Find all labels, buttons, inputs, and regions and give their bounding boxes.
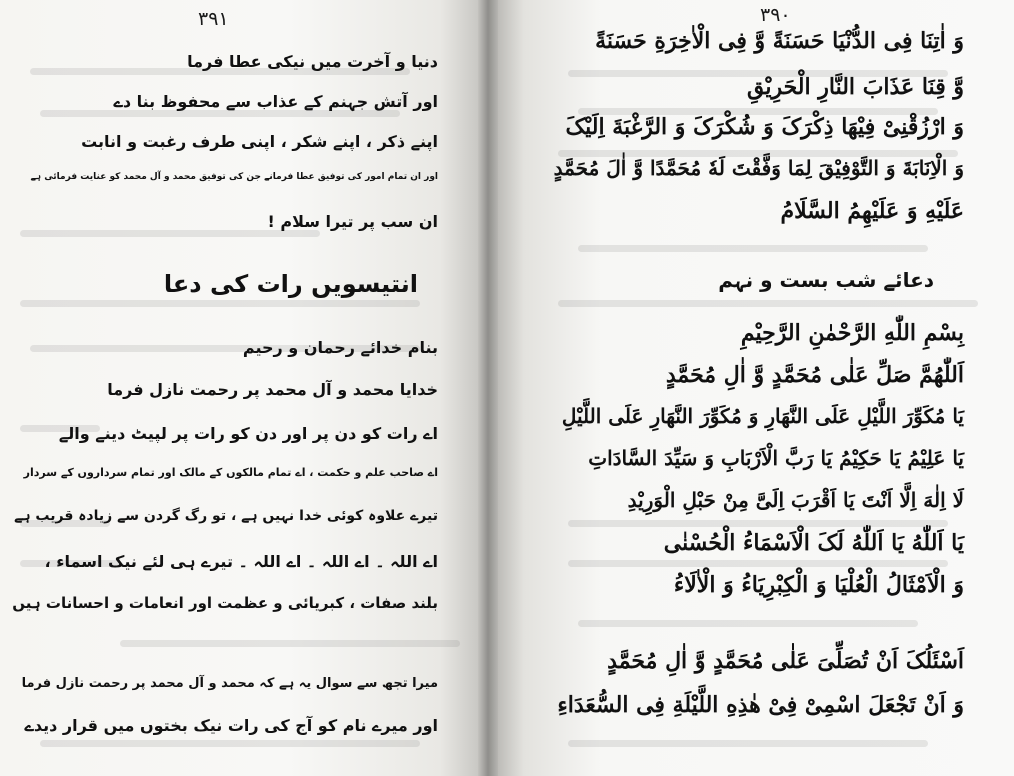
page-number: ۳۹۰ xyxy=(760,4,791,26)
bleed-through-text xyxy=(558,300,978,307)
arabic-line: لَا اِلٰهَ اِلَّا اَنْتَ یَا اَقْرَبَ اِلَیَّ مِنْ حَبْلِ الْوَرِیْدِ xyxy=(627,488,964,512)
page-number: ۳۹۱ xyxy=(198,8,229,30)
left-page xyxy=(0,0,478,776)
arabic-line: یَا عَلِیْمُ یَا حَکِیْمُ یَا رَبَّ الْاَرْبَابِ وَ سَیِّدَ السَّادَاتِ xyxy=(588,446,964,470)
bleed-through-text xyxy=(120,640,460,647)
text-line: اور آتش جہنم کے عذاب سے محفوظ بنا دے xyxy=(113,92,438,111)
bleed-through-text xyxy=(568,740,928,747)
bleed-through-text xyxy=(568,560,948,567)
bleed-through-text xyxy=(40,110,400,117)
text-line: تیرے علاوہ کوئی خدا نہیں ہے ، تو رگ گردن سے زیادہ قریب ہے xyxy=(14,508,438,524)
arabic-line: وَ الْاَمْثَالُ الْعُلْیَا وَ الْکِبْرِیَاءُ وَ الْاٰلَاءُ xyxy=(673,572,964,598)
arabic-line: وَ ارْزُقْنِیْ فِیْهَا ذِکْرَکَ وَ شُکْرَکَ وَ الرَّغْبَةَ اِلَیْکَ xyxy=(565,114,964,140)
arabic-line: وَ اٰتِنَا فِی الدُّنْیَا حَسَنَةً وَّ فِی الْاٰخِرَةِ حَسَنَةً xyxy=(595,28,964,54)
book-gutter xyxy=(478,0,498,776)
arabic-line: یَا مُکَوِّرَ اللَّیْلِ عَلَی النَّهَارِ وَ مُکَوِّرَ النَّهَارِ عَلَی اللَّیْلِ xyxy=(561,404,964,428)
text-line: دنیا و آخرت میں نیکی عطا فرما xyxy=(187,52,438,71)
arabic-line: وَّ قِنَا عَذَابَ النَّارِ الْحَرِیْقِ xyxy=(746,74,964,100)
text-line: اے صاحب علم و حکمت ، اے تمام مالکوں کے مالک اور تمام سرداروں کے سردار xyxy=(23,466,438,479)
text-line: بنام خدائے رحمان و رحیم xyxy=(242,338,438,357)
text-line: میرا تجھ سے سوال یہ ہے کہ محمد و آل محمد پر رحمت نازل فرما xyxy=(21,676,438,691)
arabic-line: اَللّٰهُمَّ صَلِّ عَلٰی مُحَمَّدٍ وَّ اٰلِ مُحَمَّدٍ xyxy=(665,362,964,388)
bleed-through-text xyxy=(40,740,420,747)
section-heading: انتیسویں رات کی دعا xyxy=(163,270,418,298)
section-heading: دعائے شب بست و نہم xyxy=(718,268,934,292)
text-line: اپنے ذکر ، اپنے شکر ، اپنی طرف رغبت و انابت xyxy=(81,132,438,151)
bleed-through-text xyxy=(20,300,420,307)
arabic-line: یَا اَللّٰهُ یَا اَللّٰهُ لَکَ الْاَسْمَاءُ الْحُسْنٰی xyxy=(663,530,964,556)
arabic-line: وَ الْاِنَابَةَ وَ التَّوْفِیْقَ لِمَا وَفَّقْتَ لَهٗ مُحَمَّدًا وَّ اٰلَ مُحَمَّدٍ xyxy=(553,156,964,180)
right-page xyxy=(498,0,1014,776)
arabic-line: وَ اَنْ تَجْعَلَ اسْمِیْ فِیْ هٰذِهِ اللَّیْلَةِ فِی السُّعَدَاءِ xyxy=(557,692,964,718)
text-line: اور ان تمام امور کی توفیق عطا فرمانے جن کی توفیق محمد و آل محمد کو عنایت فرمائی ہے xyxy=(30,172,438,182)
text-line: بلند صفات ، کبریائی و عظمت اور انعامات و احسانات ہیں xyxy=(12,594,438,612)
text-line: اور میرے نام کو آج کی رات نیک بختوں میں قرار دیدے xyxy=(24,716,438,735)
arabic-line: بِسْمِ اللّٰهِ الرَّحْمٰنِ الرَّحِیْمِ xyxy=(740,320,964,346)
arabic-line: اَسْئَلُکَ اَنْ تُصَلِّیَ عَلٰی مُحَمَّدٍ وَّ اٰلِ مُحَمَّدٍ xyxy=(607,648,964,674)
bleed-through-text xyxy=(568,520,948,527)
bleed-through-text xyxy=(578,245,928,252)
text-line: ان سب پر تیرا سلام ! xyxy=(267,212,438,231)
text-line: خدایا محمد و آل محمد پر رحمت نازل فرما xyxy=(107,380,438,399)
text-line: اے اللہ ۔ اے اللہ ۔ اے اللہ ۔ تیرے ہی لئے نیک اسماء ، xyxy=(44,552,438,571)
bleed-through-text xyxy=(20,230,320,237)
text-line: اے رات کو دن پر اور دن کو رات پر لپیٹ دینے والے xyxy=(58,424,438,443)
arabic-line: عَلَیْهِ وَ عَلَیْهِمُ السَّلَامُ xyxy=(780,198,964,224)
bleed-through-text xyxy=(578,620,918,627)
